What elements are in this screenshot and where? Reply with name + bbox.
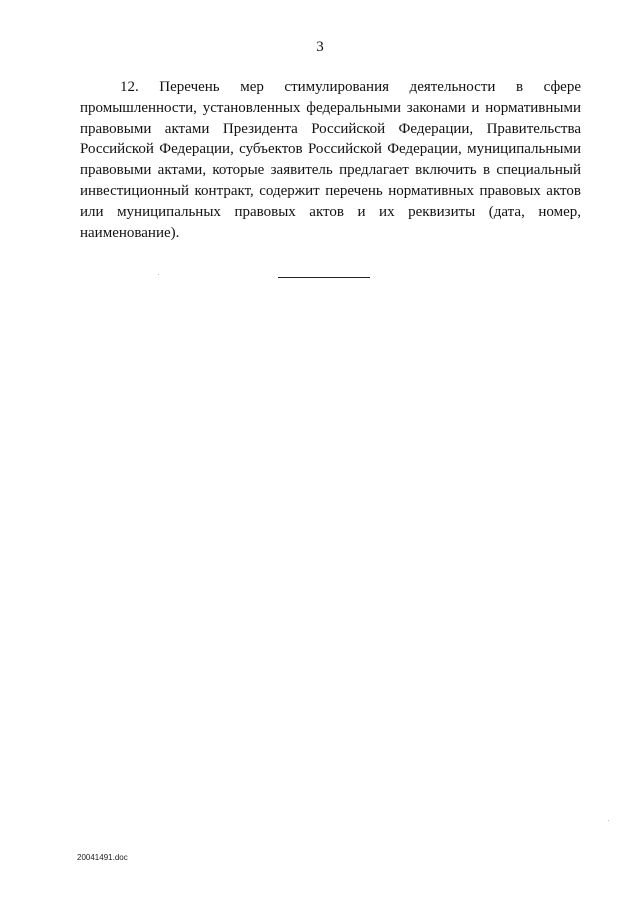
separator-line (278, 277, 370, 278)
footer-file-code: 20041491.doc (77, 853, 128, 862)
body-paragraph-12: 12. Перечень мер стимулирования деятельности в сфере промышленности, установленных федеральными законами и нормативными правовыми актами Президента Российской Федерации, Правительства Российской Федерации, субъектов Российской Федерации, муниципальными правовыми актами, которые заявитель предлагает включить в специальный инвестиционный контракт, содержит перечень нормативных правовых актов или муниципальных правовых актов и их реквизиты (дата, номер, наименование). (80, 79, 581, 241)
scan-speck (158, 274, 159, 275)
page-number: 3 (316, 39, 324, 55)
scan-speck (608, 820, 609, 821)
